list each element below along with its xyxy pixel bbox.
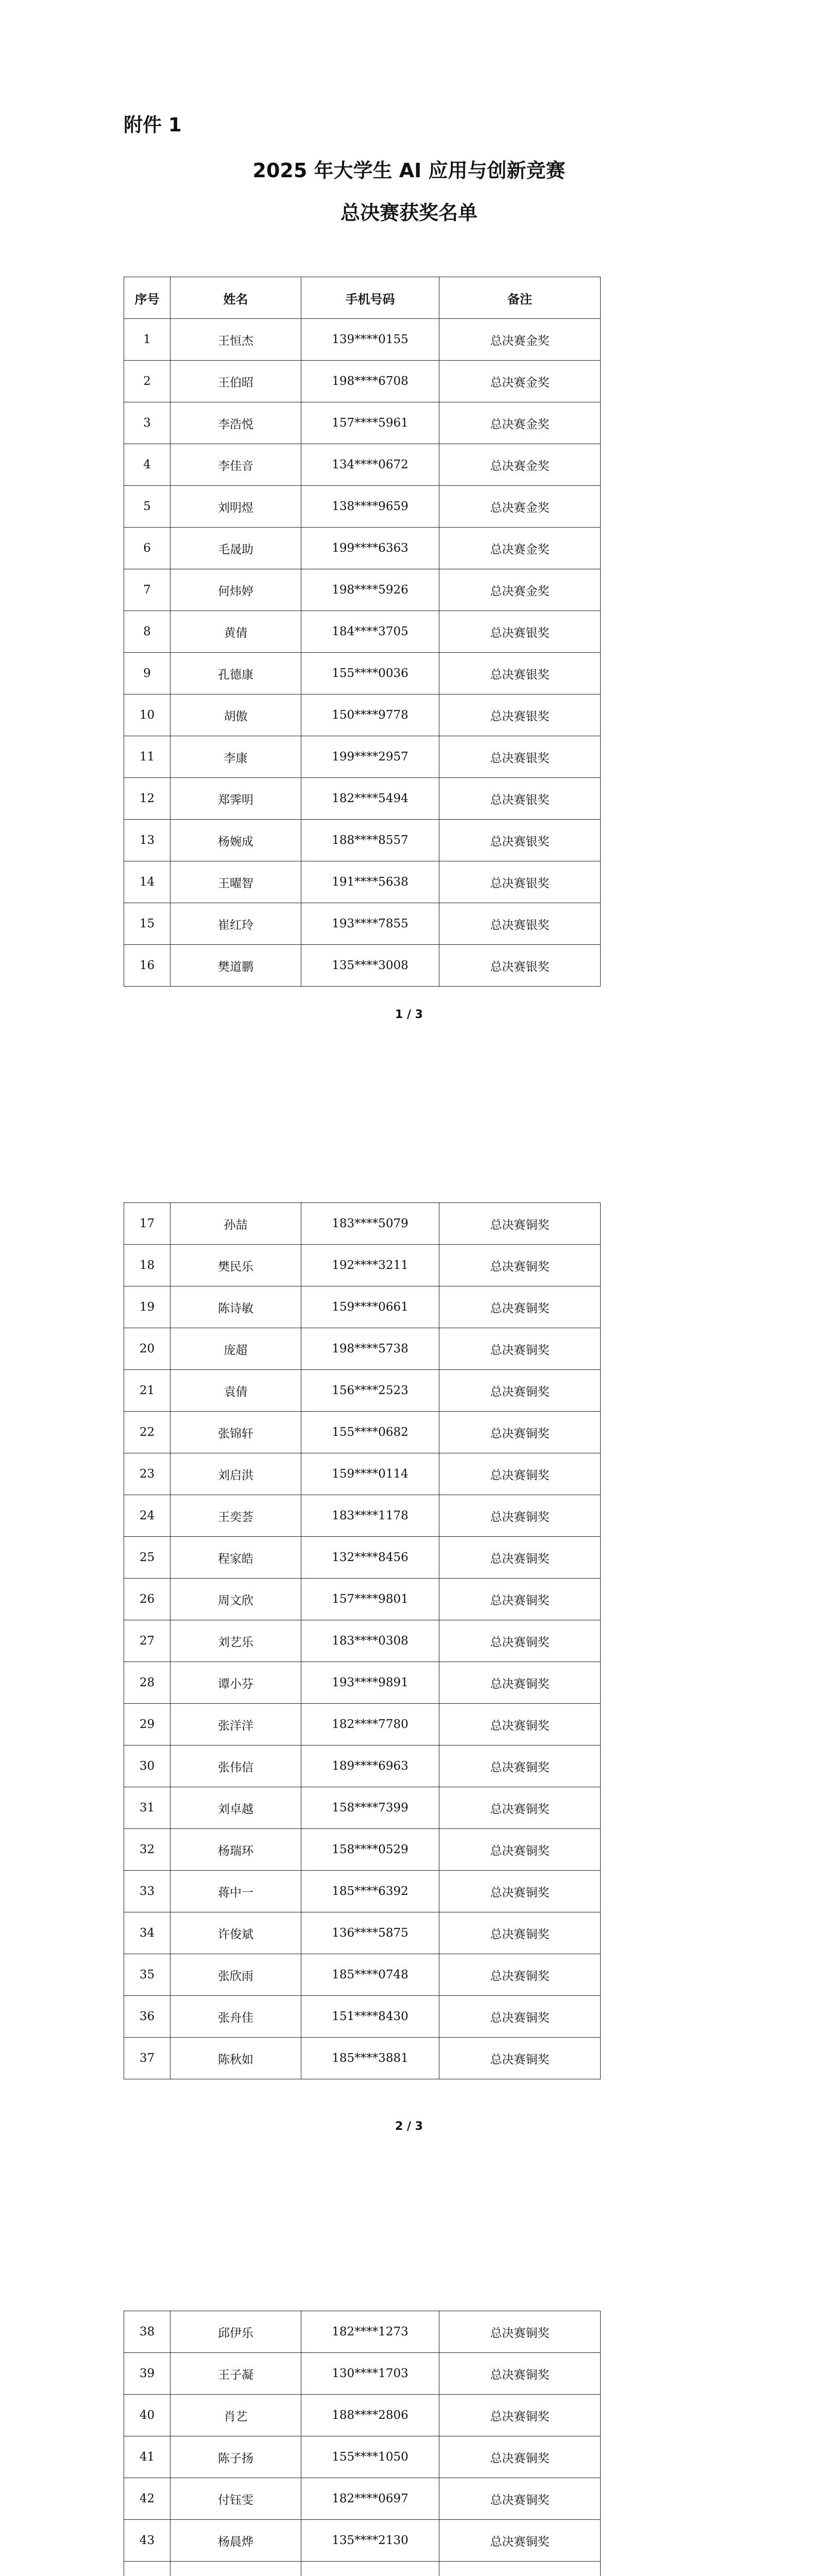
table-row [124, 1620, 601, 1662]
cell-name: 李佳音 [171, 444, 301, 486]
cell-remark: 总决赛银奖 [439, 861, 601, 903]
cell-remark: 总决赛金奖 [439, 402, 601, 444]
cell-phone: 183****0308 [301, 1620, 439, 1662]
header-index: 序号 [124, 277, 171, 319]
table-row [124, 1203, 601, 1245]
cell-name: 郑霁明 [171, 778, 301, 820]
table-row [124, 1787, 601, 1829]
cell-index: 35 [124, 1954, 171, 1996]
cell-name: 付钰雯 [171, 2478, 301, 2520]
cell-remark: 总决赛铜奖 [439, 1328, 601, 1370]
cell-index: 13 [124, 820, 171, 861]
cell-phone: 155****0682 [301, 1412, 439, 1453]
table-row [124, 1829, 601, 1871]
cell-index: 22 [124, 1412, 171, 1453]
cell-name: 程家皓 [171, 1537, 301, 1579]
document-page-1 [0, 0, 818, 1154]
cell-phone: 150****9778 [301, 694, 439, 736]
cell-index: 31 [124, 1787, 171, 1829]
cell-remark: 总决赛铜奖 [439, 1203, 601, 1245]
cell-name: 李康 [171, 736, 301, 778]
table-row [124, 486, 601, 528]
cell-index: 6 [124, 528, 171, 569]
cell-index: 16 [124, 945, 171, 987]
cell-name: 谭小芬 [171, 1662, 301, 1704]
cell-phone: 132****8456 [301, 1537, 439, 1579]
cell-name: 张锦轩 [171, 1412, 301, 1453]
table-row [124, 611, 601, 653]
cell-index: 33 [124, 1871, 171, 1912]
cell-remark: 总决赛银奖 [439, 611, 601, 653]
table-row [124, 945, 601, 987]
cell-phone: 155****1050 [301, 2436, 439, 2478]
cell-phone: 193****7855 [301, 903, 439, 945]
cell-phone: 139****0155 [301, 319, 439, 361]
cell-index: 2 [124, 361, 171, 402]
table-row [124, 2520, 601, 2562]
table-row [124, 1245, 601, 1286]
table-row [124, 1495, 601, 1537]
cell-remark: 总决赛铜奖 [439, 2520, 601, 2562]
cell-name: 何炜婷 [171, 569, 301, 611]
page-number: 1 / 3 [395, 1008, 423, 1021]
cell-name: 邱伊乐 [171, 2311, 301, 2353]
cell-name: 张洋洋 [171, 1704, 301, 1745]
cell-name: 王恒杰 [171, 319, 301, 361]
cell-remark: 总决赛金奖 [439, 361, 601, 402]
cell-index: 14 [124, 861, 171, 903]
table-row [124, 2478, 601, 2520]
cell-name: 黄倩 [171, 611, 301, 653]
cell-index: 42 [124, 2478, 171, 2520]
cell-remark: 总决赛金奖 [439, 569, 601, 611]
cell-name: 许俊斌 [171, 1912, 301, 1954]
cell-name: 肖艺 [171, 2395, 301, 2436]
table-row [124, 2395, 601, 2436]
header-remark: 备注 [439, 277, 601, 319]
table-row [124, 778, 601, 820]
cell-phone: 135****3008 [301, 945, 439, 987]
cell-phone: 189****6963 [301, 1745, 439, 1787]
cell-phone: 155****0036 [301, 653, 439, 694]
cell-remark: 总决赛铜奖 [439, 1996, 601, 2038]
cell-phone [301, 2562, 439, 2576]
cell-name: 张欣雨 [171, 1954, 301, 1996]
cell-name: 陈子扬 [171, 2436, 301, 2478]
cell-name: 张伟信 [171, 1745, 301, 1787]
table-row [124, 1328, 601, 1370]
cell-phone: 159****0661 [301, 1286, 439, 1328]
cell-phone: 157****5961 [301, 402, 439, 444]
table-row [124, 1412, 601, 1453]
cell-remark: 总决赛银奖 [439, 820, 601, 861]
cell-name: 胡傲 [171, 694, 301, 736]
document-page-2 [0, 1154, 818, 2311]
cell-name: 杨晨烨 [171, 2520, 301, 2562]
cell-remark: 总决赛铜奖 [439, 1787, 601, 1829]
cell-name: 周文欣 [171, 1579, 301, 1620]
cell-index: 24 [124, 1495, 171, 1537]
cell-remark: 总决赛铜奖 [439, 1370, 601, 1412]
cell-remark [439, 2562, 601, 2576]
cell-remark: 总决赛铜奖 [439, 1495, 601, 1537]
cell-index: 30 [124, 1745, 171, 1787]
table-row [124, 1453, 601, 1495]
cell-remark: 总决赛铜奖 [439, 1745, 601, 1787]
cell-phone: 185****6392 [301, 1871, 439, 1912]
winners-table-page-1 [124, 277, 601, 987]
cell-name: 陈秋如 [171, 2038, 301, 2079]
cell-index: 19 [124, 1286, 171, 1328]
cell-phone: 199****2957 [301, 736, 439, 778]
cell-name: 刘卓越 [171, 1787, 301, 1829]
cell-phone: 182****1273 [301, 2311, 439, 2353]
winners-table-page-3 [124, 2311, 601, 2576]
cell-remark: 总决赛铜奖 [439, 2478, 601, 2520]
table-row [124, 2038, 601, 2079]
cell-phone: 198****5738 [301, 1328, 439, 1370]
cell-name: 樊道鹏 [171, 945, 301, 987]
cell-name: 孔德康 [171, 653, 301, 694]
cell-phone: 182****5494 [301, 778, 439, 820]
page-number: 2 / 3 [395, 2120, 423, 2133]
table-row [124, 820, 601, 861]
table-row [124, 1912, 601, 1954]
cell-name: 王子凝 [171, 2353, 301, 2395]
cell-phone: 183****1178 [301, 1495, 439, 1537]
cell-phone: 185****3881 [301, 2038, 439, 2079]
cell-phone: 185****0748 [301, 1954, 439, 1996]
cell-name: 刘启洪 [171, 1453, 301, 1495]
table-row [124, 903, 601, 945]
cell-index: 12 [124, 778, 171, 820]
table-row [124, 1370, 601, 1412]
cell-index: 7 [124, 569, 171, 611]
cell-phone: 158****7399 [301, 1787, 439, 1829]
cell-phone: 134****0672 [301, 444, 439, 486]
cell-remark: 总决赛银奖 [439, 778, 601, 820]
table-row [124, 528, 601, 569]
table-row [124, 319, 601, 361]
cell-phone: 188****8557 [301, 820, 439, 861]
cell-remark: 总决赛铜奖 [439, 1662, 601, 1704]
cell-index: 40 [124, 2395, 171, 2436]
cell-phone: 130****1703 [301, 2353, 439, 2395]
cell-phone: 188****2806 [301, 2395, 439, 2436]
header-name: 姓名 [171, 277, 301, 319]
cell-index: 26 [124, 1579, 171, 1620]
cell-index: 23 [124, 1453, 171, 1495]
table-row [124, 1579, 601, 1620]
cell-index: 27 [124, 1620, 171, 1662]
cell-remark: 总决赛金奖 [439, 528, 601, 569]
cell-index: 28 [124, 1662, 171, 1704]
cell-phone: 182****0697 [301, 2478, 439, 2520]
cell-name: 崔红玲 [171, 903, 301, 945]
table-row [124, 2311, 601, 2353]
cell-remark: 总决赛银奖 [439, 736, 601, 778]
table-row [124, 1745, 601, 1787]
cell-remark: 总决赛铜奖 [439, 1704, 601, 1745]
table-row [124, 2353, 601, 2395]
cell-remark: 总决赛铜奖 [439, 1245, 601, 1286]
cell-index: 25 [124, 1537, 171, 1579]
table-row [124, 1871, 601, 1912]
cell-remark: 总决赛铜奖 [439, 1579, 601, 1620]
cell-remark: 总决赛铜奖 [439, 2353, 601, 2395]
cell-phone: 192****3211 [301, 1245, 439, 1286]
table-row [124, 694, 601, 736]
cell-name: 蒋中一 [171, 1871, 301, 1912]
cell-index: 11 [124, 736, 171, 778]
cell-index: 10 [124, 694, 171, 736]
cell-remark: 总决赛铜奖 [439, 2038, 601, 2079]
cell-index: 3 [124, 402, 171, 444]
cell-name: 毛晟助 [171, 528, 301, 569]
cell-remark: 总决赛铜奖 [439, 1412, 601, 1453]
cell-name: 袁倩 [171, 1370, 301, 1412]
cell-phone: 191****5638 [301, 861, 439, 903]
cell-index: 36 [124, 1996, 171, 2038]
cell-index: 38 [124, 2311, 171, 2353]
cell-name: 王奕荟 [171, 1495, 301, 1537]
cell-name: 孙喆 [171, 1203, 301, 1245]
cell-remark: 总决赛银奖 [439, 903, 601, 945]
cell-remark: 总决赛铜奖 [439, 2311, 601, 2353]
table-row [124, 1286, 601, 1328]
cell-remark: 总决赛金奖 [439, 319, 601, 361]
cell-phone: 136****5875 [301, 1912, 439, 1954]
table-row [124, 653, 601, 694]
table-row [124, 1662, 601, 1704]
cell-index: 34 [124, 1912, 171, 1954]
cell-phone: 135****2130 [301, 2520, 439, 2562]
cell-remark: 总决赛铜奖 [439, 2436, 601, 2478]
cell-phone: 158****0529 [301, 1829, 439, 1871]
cell-phone: 183****5079 [301, 1203, 439, 1245]
cell-phone: 198****5926 [301, 569, 439, 611]
cell-name: 刘艺乐 [171, 1620, 301, 1662]
cell-remark: 总决赛金奖 [439, 486, 601, 528]
table-header-row [124, 277, 601, 319]
cell-index: 43 [124, 2520, 171, 2562]
table-row [124, 361, 601, 402]
header-phone: 手机号码 [301, 277, 439, 319]
table-row [124, 444, 601, 486]
cell-index [124, 2562, 171, 2576]
cell-name: 王曜智 [171, 861, 301, 903]
cell-remark: 总决赛银奖 [439, 945, 601, 987]
cell-index: 37 [124, 2038, 171, 2079]
cell-phone: 156****2523 [301, 1370, 439, 1412]
table-row [124, 1537, 601, 1579]
table-row [124, 2562, 601, 2576]
cell-phone: 157****9801 [301, 1579, 439, 1620]
annex-label: 附件 1 [124, 114, 182, 136]
cell-index: 21 [124, 1370, 171, 1412]
cell-remark: 总决赛铜奖 [439, 1537, 601, 1579]
cell-phone: 159****0114 [301, 1453, 439, 1495]
table-row [124, 1704, 601, 1745]
cell-remark: 总决赛铜奖 [439, 1620, 601, 1662]
cell-name: 杨婉成 [171, 820, 301, 861]
cell-index: 20 [124, 1328, 171, 1370]
cell-phone: 151****8430 [301, 1996, 439, 2038]
cell-name: 杨瑞环 [171, 1829, 301, 1871]
document-title: 2025 年大学生 AI 应用与创新竞赛 [252, 159, 566, 182]
document-subtitle: 总决赛获奖名单 [340, 201, 478, 224]
cell-name [171, 2562, 301, 2576]
cell-index: 29 [124, 1704, 171, 1745]
cell-name: 樊民乐 [171, 1245, 301, 1286]
cell-remark: 总决赛铜奖 [439, 2395, 601, 2436]
cell-index: 15 [124, 903, 171, 945]
table-row [124, 1954, 601, 1996]
table-row [124, 736, 601, 778]
cell-phone: 184****3705 [301, 611, 439, 653]
document-page-3 [0, 2311, 818, 2576]
table-row [124, 1996, 601, 2038]
cell-remark: 总决赛金奖 [439, 444, 601, 486]
cell-remark: 总决赛铜奖 [439, 1912, 601, 1954]
cell-name: 张舟佳 [171, 1996, 301, 2038]
cell-index: 1 [124, 319, 171, 361]
cell-name: 刘明煜 [171, 486, 301, 528]
cell-index: 17 [124, 1203, 171, 1245]
cell-index: 32 [124, 1829, 171, 1871]
cell-phone: 198****6708 [301, 361, 439, 402]
cell-name: 陈诗敏 [171, 1286, 301, 1328]
table-row [124, 402, 601, 444]
cell-remark: 总决赛银奖 [439, 694, 601, 736]
table-row [124, 2436, 601, 2478]
cell-index: 5 [124, 486, 171, 528]
cell-name: 李浩悦 [171, 402, 301, 444]
cell-remark: 总决赛铜奖 [439, 1829, 601, 1871]
cell-phone: 182****7780 [301, 1704, 439, 1745]
table-row [124, 861, 601, 903]
cell-name: 庞超 [171, 1328, 301, 1370]
cell-remark: 总决赛铜奖 [439, 1286, 601, 1328]
table-row [124, 569, 601, 611]
cell-index: 8 [124, 611, 171, 653]
cell-index: 39 [124, 2353, 171, 2395]
winners-table-page-2 [124, 1202, 601, 2079]
cell-index: 18 [124, 1245, 171, 1286]
cell-phone: 199****6363 [301, 528, 439, 569]
cell-phone: 138****9659 [301, 486, 439, 528]
cell-phone: 193****9891 [301, 1662, 439, 1704]
cell-remark: 总决赛铜奖 [439, 1453, 601, 1495]
cell-remark: 总决赛铜奖 [439, 1954, 601, 1996]
cell-name: 王伯昭 [171, 361, 301, 402]
cell-remark: 总决赛银奖 [439, 653, 601, 694]
cell-index: 41 [124, 2436, 171, 2478]
cell-index: 4 [124, 444, 171, 486]
cell-index: 9 [124, 653, 171, 694]
cell-remark: 总决赛铜奖 [439, 1871, 601, 1912]
